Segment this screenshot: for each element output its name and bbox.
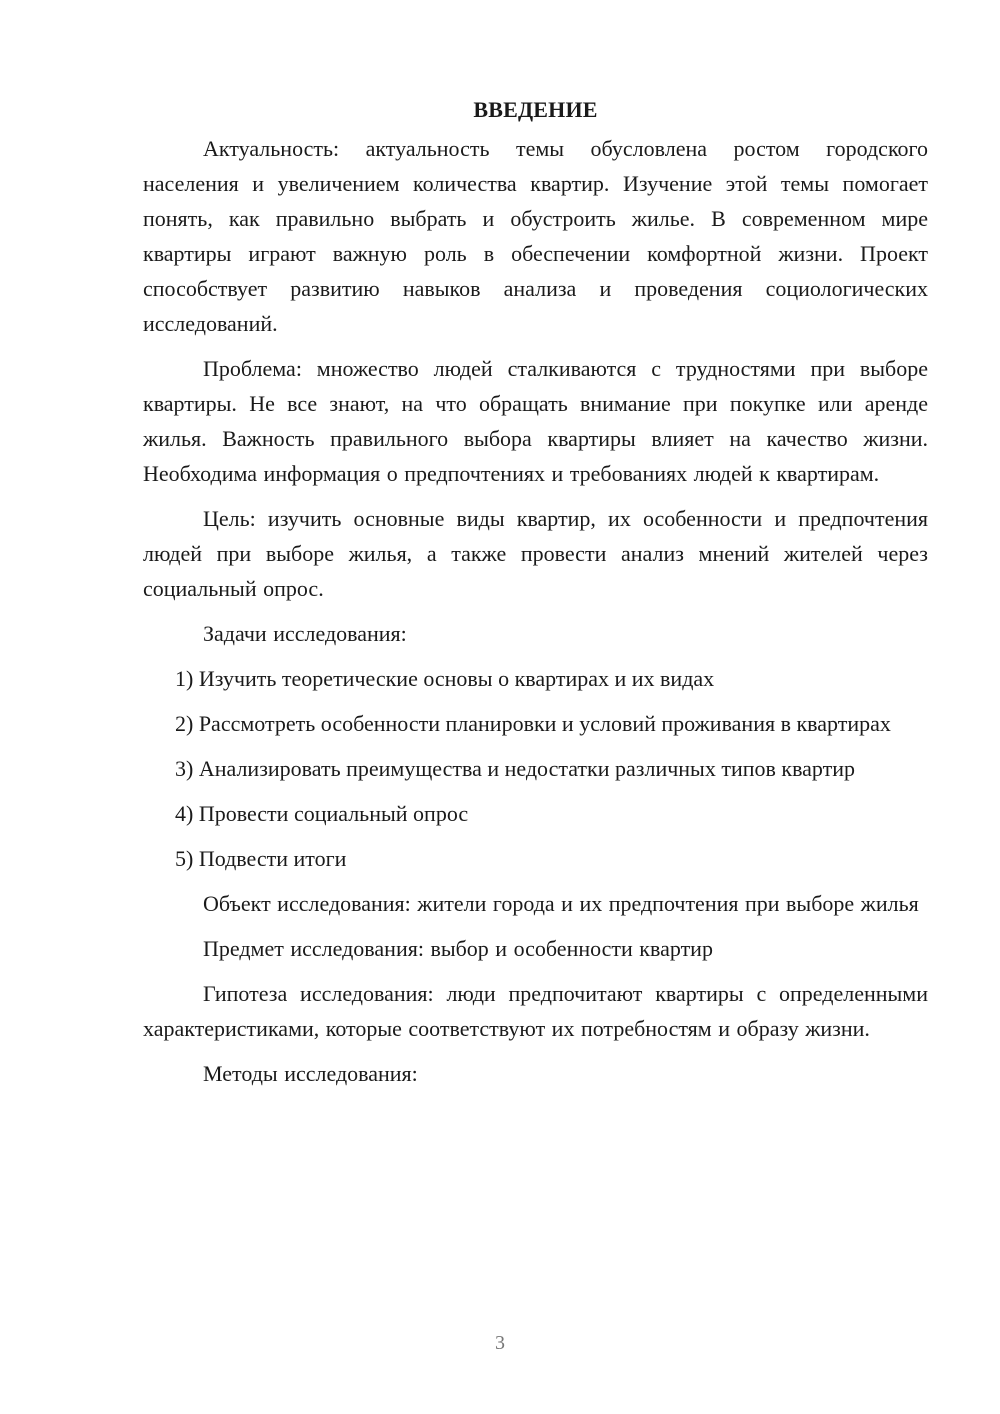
tasks-heading: Задачи исследования: xyxy=(203,621,407,646)
task-item-4: 4) Провести социальный опрос xyxy=(175,801,469,826)
task-item-3: 3) Анализировать преимущества и недостатки различных типов квартир xyxy=(175,756,856,781)
object-paragraph: Объект исследования: жители города и их предпочтения при выборе жилья xyxy=(203,891,919,916)
page-title: ВВЕДЕНИЕ xyxy=(473,97,598,122)
task-item-2: 2) Рассмотреть особенности планировки и условий проживания в квартирах xyxy=(175,711,891,736)
problem-paragraph: Проблема: множество людей сталкиваются с трудностями при выборе квартиры. Не все знают, на что обращать внимание при покупке или аренде жилья. Важность правильного выбора квартиры влияет на качество жизни. Необходима информация о предпочтениях и требованиях людей к квартирам. xyxy=(143,356,928,486)
task-item-5: 5) Подвести итоги xyxy=(175,846,347,871)
task-item-1: 1) Изучить теоретические основы о квартирах и их видах xyxy=(175,666,715,691)
page-number: 3 xyxy=(495,1332,505,1354)
hypothesis-paragraph: Гипотеза исследования: люди предпочитают квартиры с определенными характеристиками, которые соответствуют их потребностям и образу жизни. xyxy=(143,981,928,1041)
methods-heading: Методы исследования: xyxy=(203,1061,418,1086)
subject-paragraph: Предмет исследования: выбор и особенности квартир xyxy=(203,936,713,961)
goal-paragraph: Цель: изучить основные виды квартир, их особенности и предпочтения людей при выборе жилья, а также провести анализ мнений жителей через социальный опрос. xyxy=(143,506,928,601)
relevance-paragraph: Актуальность: актуальность темы обусловлена ростом городского населения и увеличением количества квартир. Изучение этой темы помогает понять, как правильно выбрать и обустроить жилье. В современном мире квартиры играют важную роль в обеспечении комфортной жизни. Проект способствует развитию навыков анализа и проведения социологических исследований. xyxy=(143,136,928,336)
document-page xyxy=(143,92,928,1101)
